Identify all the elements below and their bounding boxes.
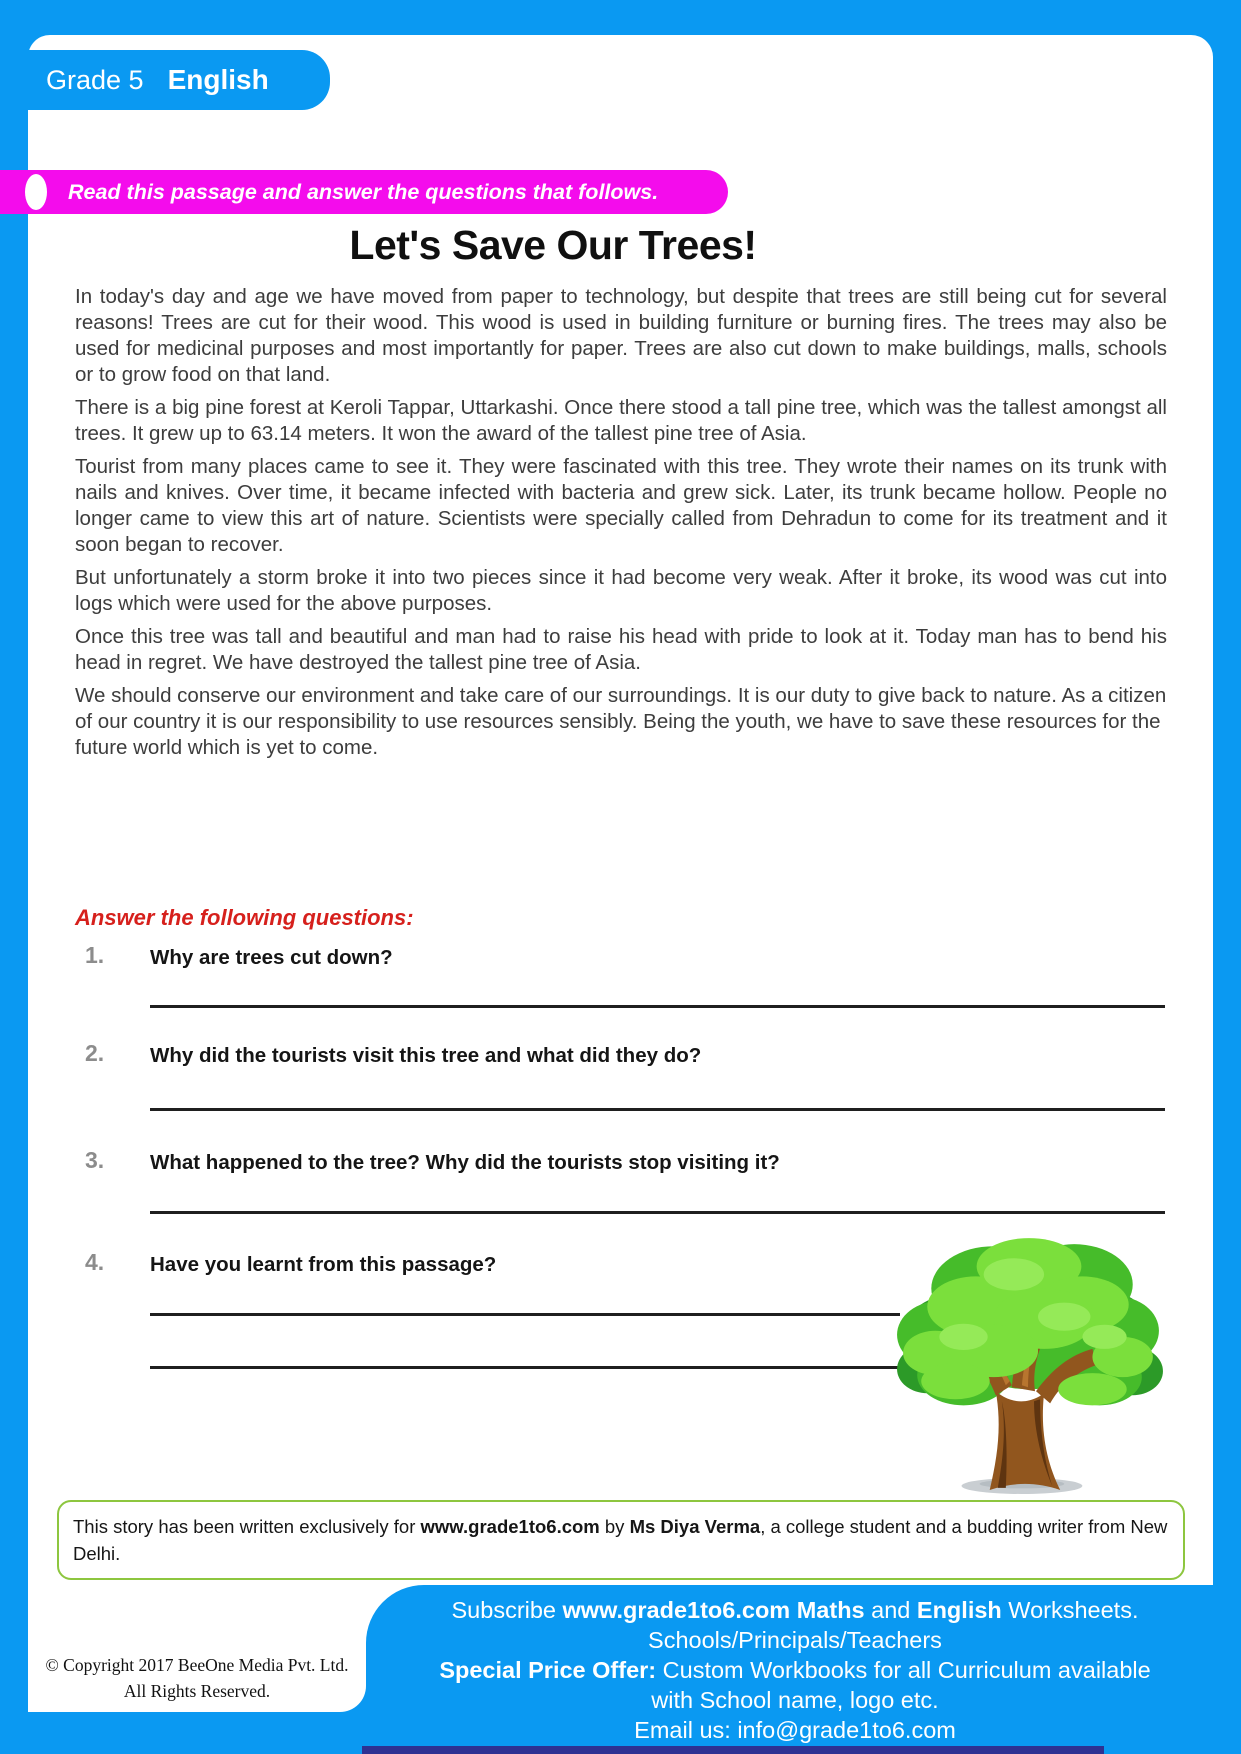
- footer-subscribe-pre: Subscribe: [451, 1597, 563, 1623]
- banner-bullet-icon: [25, 174, 47, 210]
- footer-line-school: with School name, logo etc.: [651, 1687, 939, 1713]
- question-text: Why did the tourists visit this tree and what did they do?: [150, 1044, 702, 1067]
- passage-paragraph: We should conserve our environment and take care of our surroundings. It is our duty to give back to nature. As a citizen of our country it is our responsibility to use resources sensibly. Being the youth, we have to save these resources for the future world which is yet to come.: [75, 684, 1167, 759]
- passage-paragraph: Tourist from many places came to see it. They were fascinated with this tree. They wrote their names on its trunk with nails and knives. Over time, it became infected with bacteria and grew sick. Later, its trunk became hollow. People no longer came to view this art of nature. Scientists were specially called from Dehradun to come for its treatment and it soon began to recover.: [75, 455, 1167, 556]
- instruction-banner: [0, 170, 728, 214]
- subject-label: English: [167, 64, 269, 95]
- footer-site-maths: www.grade1to6.com Maths: [562, 1597, 865, 1623]
- footer-line-email: Email us: info@grade1to6.com: [634, 1717, 956, 1743]
- credit-suffix: , a college student and a budding writer from New Delhi.: [73, 1516, 1168, 1564]
- questions-heading: Answer the following questions:: [75, 905, 414, 930]
- passage-title: Let's Save Our Trees!: [349, 222, 757, 268]
- credit-mid: by: [599, 1516, 630, 1537]
- credit-site: www.grade1to6.com: [420, 1516, 600, 1537]
- answer-line: [150, 1313, 900, 1316]
- passage-body: [75, 284, 1167, 768]
- answer-line: [150, 1005, 1165, 1008]
- answer-line: [150, 1366, 900, 1369]
- question-number: 1.: [85, 942, 105, 968]
- footer-offer-label: Special Price Offer:: [439, 1657, 657, 1683]
- instruction-text: Read this passage and answer the questions that follows.: [68, 179, 659, 204]
- passage-paragraph: In today's day and age we have moved from paper to technology, but despite that trees are still being cut for several reasons! Trees are cut for their wood. This wood is used in building furniture or burning fires. The trees may also be used for medicinal purposes and most importantly for paper. Trees are also cut down to make buildings, malls, schools or to grow food on that land.: [75, 285, 1167, 386]
- question-number: 2.: [85, 1040, 105, 1066]
- footer-line-subscribe: [380, 1595, 1210, 1625]
- question-text: What happened to the tree? Why did the tourists stop visiting it?: [150, 1151, 780, 1174]
- credit-prefix: This story has been written exclusively for: [73, 1516, 421, 1537]
- answer-line: [150, 1108, 1165, 1111]
- cartoon-tree-illustration: [893, 1218, 1167, 1498]
- passage-paragraph: There is a big pine forest at Keroli Tappar, Uttarkashi. Once there stood a tall pine tree, which was the tallest amongst all trees. It grew up to 63.14 meters. It won the award of the tallest pine tree of Asia.: [75, 396, 1167, 445]
- passage-paragraph: But unfortunately a storm broke it into two pieces since it had become very weak. After it broke, its wood was cut into logs which were used for the above purposes.: [75, 566, 1167, 615]
- passage-paragraph: Once this tree was tall and beautiful and man had to raise his head with pride to look at it. Today man has to bend his head in regret. We have destroyed the tallest pine tree of Asia.: [75, 625, 1167, 674]
- footer-subscribe-post: Worksheets.: [1001, 1597, 1139, 1623]
- credit-author: Ms Diya Verma: [629, 1516, 761, 1537]
- story-credit-box: [57, 1500, 1185, 1580]
- footer-subscribe-mid: and: [864, 1597, 917, 1623]
- answer-line: [150, 1211, 1165, 1214]
- question-text: Why are trees cut down?: [150, 946, 393, 969]
- footer-offer-rest: Custom Workbooks for all Curriculum available: [656, 1657, 1151, 1683]
- footer-line-audience: Schools/Principals/Teachers: [648, 1627, 942, 1653]
- copyright-notice: [28, 1652, 366, 1704]
- question-number: 4.: [85, 1249, 105, 1275]
- bottom-accent-strip: [362, 1746, 1104, 1754]
- grade-subject-tab: [28, 50, 330, 110]
- grade-label: Grade 5: [46, 64, 144, 95]
- copyright-line2: All Rights Reserved.: [123, 1681, 271, 1701]
- footer-promo: [380, 1595, 1210, 1745]
- copyright-line1: © Copyright 2017 BeeOne Media Pvt. Ltd.: [45, 1655, 349, 1675]
- question-text: Have you learnt from this passage?: [150, 1253, 497, 1276]
- footer-english: English: [916, 1597, 1002, 1623]
- question-number: 3.: [85, 1147, 105, 1173]
- footer-line-offer: [380, 1655, 1210, 1685]
